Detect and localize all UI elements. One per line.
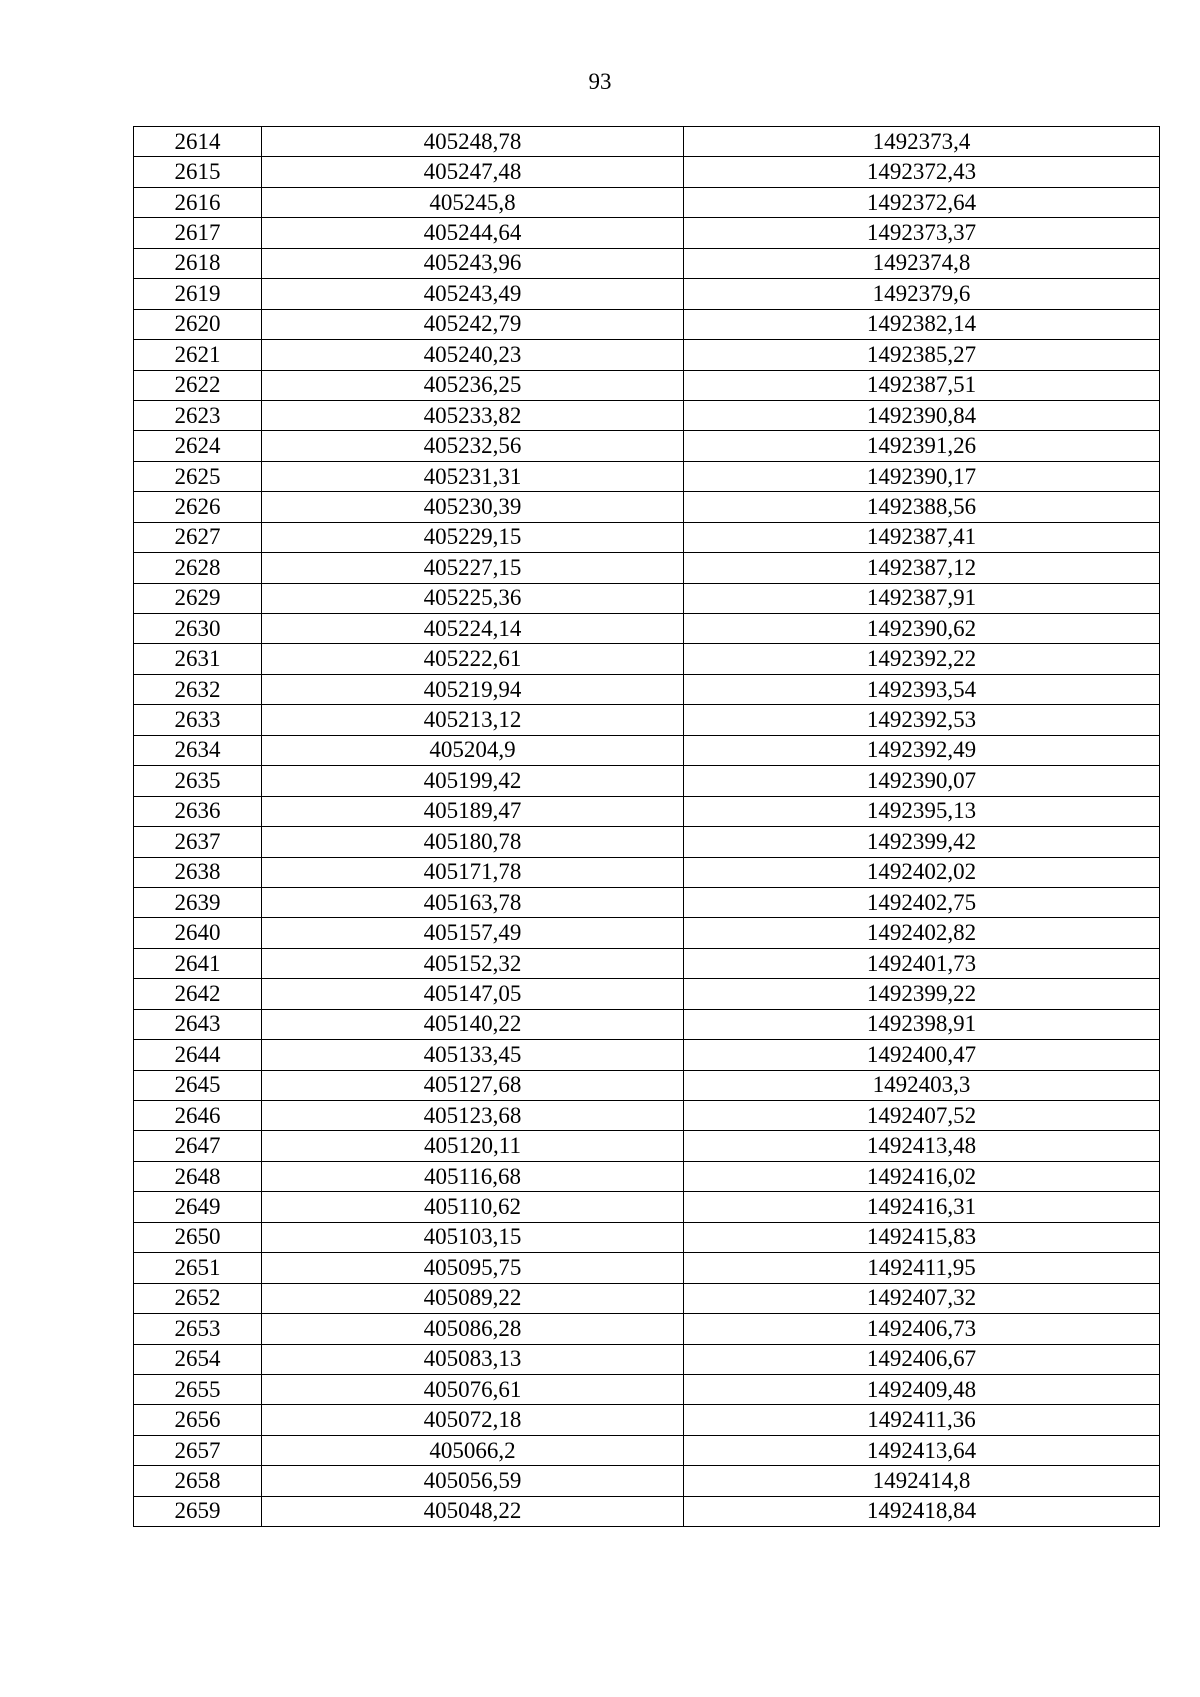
table-row bbox=[134, 796, 1160, 826]
point-number-cell: 2621 bbox=[134, 340, 262, 370]
x-coordinate-cell: 405236,25 bbox=[262, 370, 684, 400]
point-number-cell: 2635 bbox=[134, 766, 262, 796]
x-coordinate-cell: 405089,22 bbox=[262, 1283, 684, 1313]
table-row bbox=[134, 644, 1160, 674]
x-coordinate-cell: 405083,13 bbox=[262, 1344, 684, 1374]
point-number-cell: 2648 bbox=[134, 1161, 262, 1191]
x-coordinate-cell: 405116,68 bbox=[262, 1161, 684, 1191]
x-coordinate-cell: 405127,68 bbox=[262, 1070, 684, 1100]
y-coordinate-cell: 1492402,02 bbox=[684, 857, 1160, 887]
x-coordinate-cell: 405163,78 bbox=[262, 887, 684, 917]
y-coordinate-cell: 1492382,14 bbox=[684, 309, 1160, 339]
x-coordinate-cell: 405243,49 bbox=[262, 279, 684, 309]
y-coordinate-cell: 1492372,64 bbox=[684, 187, 1160, 217]
x-coordinate-cell: 405240,23 bbox=[262, 340, 684, 370]
table-row bbox=[134, 1222, 1160, 1252]
point-number-cell: 2643 bbox=[134, 1009, 262, 1039]
y-coordinate-cell: 1492399,22 bbox=[684, 979, 1160, 1009]
point-number-cell: 2641 bbox=[134, 948, 262, 978]
table-row bbox=[134, 766, 1160, 796]
y-coordinate-cell: 1492390,84 bbox=[684, 400, 1160, 430]
y-coordinate-cell: 1492379,6 bbox=[684, 279, 1160, 309]
table-row bbox=[134, 1344, 1160, 1374]
y-coordinate-cell: 1492409,48 bbox=[684, 1374, 1160, 1404]
y-coordinate-cell: 1492415,83 bbox=[684, 1222, 1160, 1252]
table-row bbox=[134, 461, 1160, 491]
table-row bbox=[134, 1009, 1160, 1039]
table-row bbox=[134, 522, 1160, 552]
point-number-cell: 2631 bbox=[134, 644, 262, 674]
point-number-cell: 2659 bbox=[134, 1496, 262, 1526]
x-coordinate-cell: 405095,75 bbox=[262, 1253, 684, 1283]
table-row bbox=[134, 340, 1160, 370]
table-row bbox=[134, 127, 1160, 157]
table-row bbox=[134, 1283, 1160, 1313]
y-coordinate-cell: 1492414,8 bbox=[684, 1466, 1160, 1496]
x-coordinate-cell: 405229,15 bbox=[262, 522, 684, 552]
page-number: 93 bbox=[588, 69, 612, 94]
point-number-cell: 2628 bbox=[134, 553, 262, 583]
point-number-cell: 2638 bbox=[134, 857, 262, 887]
x-coordinate-cell: 405247,48 bbox=[262, 157, 684, 187]
x-coordinate-cell: 405048,22 bbox=[262, 1496, 684, 1526]
table-row bbox=[134, 279, 1160, 309]
y-coordinate-cell: 1492407,32 bbox=[684, 1283, 1160, 1313]
y-coordinate-cell: 1492392,53 bbox=[684, 705, 1160, 735]
x-coordinate-cell: 405233,82 bbox=[262, 400, 684, 430]
point-number-cell: 2623 bbox=[134, 400, 262, 430]
x-coordinate-cell: 405103,15 bbox=[262, 1222, 684, 1252]
point-number-cell: 2652 bbox=[134, 1283, 262, 1313]
y-coordinate-cell: 1492398,91 bbox=[684, 1009, 1160, 1039]
point-number-cell: 2634 bbox=[134, 735, 262, 765]
y-coordinate-cell: 1492373,4 bbox=[684, 127, 1160, 157]
y-coordinate-cell: 1492406,73 bbox=[684, 1314, 1160, 1344]
x-coordinate-cell: 405227,15 bbox=[262, 553, 684, 583]
table-row bbox=[134, 1131, 1160, 1161]
point-number-cell: 2647 bbox=[134, 1131, 262, 1161]
table-row bbox=[134, 1070, 1160, 1100]
y-coordinate-cell: 1492374,8 bbox=[684, 248, 1160, 278]
table-row bbox=[134, 918, 1160, 948]
x-coordinate-cell: 405244,64 bbox=[262, 218, 684, 248]
point-number-cell: 2616 bbox=[134, 187, 262, 217]
y-coordinate-cell: 1492402,82 bbox=[684, 918, 1160, 948]
table-row bbox=[134, 827, 1160, 857]
point-number-cell: 2651 bbox=[134, 1253, 262, 1283]
point-number-cell: 2625 bbox=[134, 461, 262, 491]
point-number-cell: 2640 bbox=[134, 918, 262, 948]
x-coordinate-cell: 405199,42 bbox=[262, 766, 684, 796]
x-coordinate-cell: 405242,79 bbox=[262, 309, 684, 339]
table-row bbox=[134, 1435, 1160, 1465]
point-number-cell: 2619 bbox=[134, 279, 262, 309]
y-coordinate-cell: 1492390,62 bbox=[684, 614, 1160, 644]
x-coordinate-cell: 405231,31 bbox=[262, 461, 684, 491]
point-number-cell: 2656 bbox=[134, 1405, 262, 1435]
table-row bbox=[134, 1405, 1160, 1435]
table-row bbox=[134, 400, 1160, 430]
point-number-cell: 2642 bbox=[134, 979, 262, 1009]
y-coordinate-cell: 1492390,07 bbox=[684, 766, 1160, 796]
x-coordinate-cell: 405213,12 bbox=[262, 705, 684, 735]
table-row bbox=[134, 979, 1160, 1009]
y-coordinate-cell: 1492392,49 bbox=[684, 735, 1160, 765]
y-coordinate-cell: 1492400,47 bbox=[684, 1040, 1160, 1070]
table-row bbox=[134, 1253, 1160, 1283]
table-row bbox=[134, 857, 1160, 887]
table-row bbox=[134, 370, 1160, 400]
point-number-cell: 2646 bbox=[134, 1101, 262, 1131]
x-coordinate-cell: 405245,8 bbox=[262, 187, 684, 217]
x-coordinate-cell: 405133,45 bbox=[262, 1040, 684, 1070]
y-coordinate-cell: 1492416,02 bbox=[684, 1161, 1160, 1191]
point-number-cell: 2644 bbox=[134, 1040, 262, 1070]
y-coordinate-cell: 1492388,56 bbox=[684, 492, 1160, 522]
y-coordinate-cell: 1492392,22 bbox=[684, 644, 1160, 674]
y-coordinate-cell: 1492413,48 bbox=[684, 1131, 1160, 1161]
y-coordinate-cell: 1492393,54 bbox=[684, 674, 1160, 704]
point-number-cell: 2627 bbox=[134, 522, 262, 552]
table-row bbox=[134, 248, 1160, 278]
x-coordinate-cell: 405180,78 bbox=[262, 827, 684, 857]
y-coordinate-cell: 1492387,51 bbox=[684, 370, 1160, 400]
x-coordinate-cell: 405152,32 bbox=[262, 948, 684, 978]
table-row bbox=[134, 674, 1160, 704]
x-coordinate-cell: 405157,49 bbox=[262, 918, 684, 948]
x-coordinate-cell: 405222,61 bbox=[262, 644, 684, 674]
x-coordinate-cell: 405120,11 bbox=[262, 1131, 684, 1161]
point-number-cell: 2618 bbox=[134, 248, 262, 278]
point-number-cell: 2654 bbox=[134, 1344, 262, 1374]
table-row bbox=[134, 1161, 1160, 1191]
table-row bbox=[134, 218, 1160, 248]
table-row bbox=[134, 431, 1160, 461]
table-row bbox=[134, 1040, 1160, 1070]
x-coordinate-cell: 405230,39 bbox=[262, 492, 684, 522]
x-coordinate-cell: 405232,56 bbox=[262, 431, 684, 461]
table-row bbox=[134, 1374, 1160, 1404]
x-coordinate-cell: 405224,14 bbox=[262, 614, 684, 644]
point-number-cell: 2614 bbox=[134, 127, 262, 157]
point-number-cell: 2629 bbox=[134, 583, 262, 613]
point-number-cell: 2620 bbox=[134, 309, 262, 339]
table-row bbox=[134, 187, 1160, 217]
x-coordinate-cell: 405076,61 bbox=[262, 1374, 684, 1404]
table-row bbox=[134, 157, 1160, 187]
y-coordinate-cell: 1492390,17 bbox=[684, 461, 1160, 491]
x-coordinate-cell: 405225,36 bbox=[262, 583, 684, 613]
y-coordinate-cell: 1492387,91 bbox=[684, 583, 1160, 613]
x-coordinate-cell: 405056,59 bbox=[262, 1466, 684, 1496]
table-row bbox=[134, 1496, 1160, 1526]
y-coordinate-cell: 1492372,43 bbox=[684, 157, 1160, 187]
point-number-cell: 2633 bbox=[134, 705, 262, 735]
table-row bbox=[134, 309, 1160, 339]
x-coordinate-cell: 405171,78 bbox=[262, 857, 684, 887]
point-number-cell: 2626 bbox=[134, 492, 262, 522]
table-row bbox=[134, 583, 1160, 613]
point-number-cell: 2658 bbox=[134, 1466, 262, 1496]
y-coordinate-cell: 1492387,12 bbox=[684, 553, 1160, 583]
x-coordinate-cell: 405110,62 bbox=[262, 1192, 684, 1222]
y-coordinate-cell: 1492385,27 bbox=[684, 340, 1160, 370]
x-coordinate-cell: 405219,94 bbox=[262, 674, 684, 704]
point-number-cell: 2615 bbox=[134, 157, 262, 187]
x-coordinate-cell: 405086,28 bbox=[262, 1314, 684, 1344]
x-coordinate-cell: 405066,2 bbox=[262, 1435, 684, 1465]
table-row bbox=[134, 1192, 1160, 1222]
point-number-cell: 2617 bbox=[134, 218, 262, 248]
table-row bbox=[134, 492, 1160, 522]
coordinates-table bbox=[133, 126, 1160, 1527]
x-coordinate-cell: 405123,68 bbox=[262, 1101, 684, 1131]
point-number-cell: 2624 bbox=[134, 431, 262, 461]
point-number-cell: 2649 bbox=[134, 1192, 262, 1222]
point-number-cell: 2653 bbox=[134, 1314, 262, 1344]
table-row bbox=[134, 705, 1160, 735]
point-number-cell: 2636 bbox=[134, 796, 262, 826]
point-number-cell: 2637 bbox=[134, 827, 262, 857]
y-coordinate-cell: 1492402,75 bbox=[684, 887, 1160, 917]
point-number-cell: 2630 bbox=[134, 614, 262, 644]
x-coordinate-cell: 405147,05 bbox=[262, 979, 684, 1009]
point-number-cell: 2632 bbox=[134, 674, 262, 704]
y-coordinate-cell: 1492411,95 bbox=[684, 1253, 1160, 1283]
x-coordinate-cell: 405243,96 bbox=[262, 248, 684, 278]
y-coordinate-cell: 1492401,73 bbox=[684, 948, 1160, 978]
point-number-cell: 2645 bbox=[134, 1070, 262, 1100]
table-row bbox=[134, 735, 1160, 765]
y-coordinate-cell: 1492418,84 bbox=[684, 1496, 1160, 1526]
point-number-cell: 2655 bbox=[134, 1374, 262, 1404]
y-coordinate-cell: 1492395,13 bbox=[684, 796, 1160, 826]
y-coordinate-cell: 1492411,36 bbox=[684, 1405, 1160, 1435]
table-row bbox=[134, 948, 1160, 978]
y-coordinate-cell: 1492387,41 bbox=[684, 522, 1160, 552]
table-body bbox=[134, 127, 1160, 1527]
point-number-cell: 2622 bbox=[134, 370, 262, 400]
x-coordinate-cell: 405140,22 bbox=[262, 1009, 684, 1039]
point-number-cell: 2657 bbox=[134, 1435, 262, 1465]
x-coordinate-cell: 405204,9 bbox=[262, 735, 684, 765]
point-number-cell: 2650 bbox=[134, 1222, 262, 1252]
y-coordinate-cell: 1492391,26 bbox=[684, 431, 1160, 461]
y-coordinate-cell: 1492399,42 bbox=[684, 827, 1160, 857]
x-coordinate-cell: 405072,18 bbox=[262, 1405, 684, 1435]
table-row bbox=[134, 887, 1160, 917]
y-coordinate-cell: 1492403,3 bbox=[684, 1070, 1160, 1100]
x-coordinate-cell: 405189,47 bbox=[262, 796, 684, 826]
y-coordinate-cell: 1492416,31 bbox=[684, 1192, 1160, 1222]
y-coordinate-cell: 1492407,52 bbox=[684, 1101, 1160, 1131]
table-row bbox=[134, 1314, 1160, 1344]
table-row bbox=[134, 1466, 1160, 1496]
table-row bbox=[134, 614, 1160, 644]
table-row bbox=[134, 1101, 1160, 1131]
y-coordinate-cell: 1492406,67 bbox=[684, 1344, 1160, 1374]
y-coordinate-cell: 1492373,37 bbox=[684, 218, 1160, 248]
point-number-cell: 2639 bbox=[134, 887, 262, 917]
table-row bbox=[134, 553, 1160, 583]
y-coordinate-cell: 1492413,64 bbox=[684, 1435, 1160, 1465]
x-coordinate-cell: 405248,78 bbox=[262, 127, 684, 157]
